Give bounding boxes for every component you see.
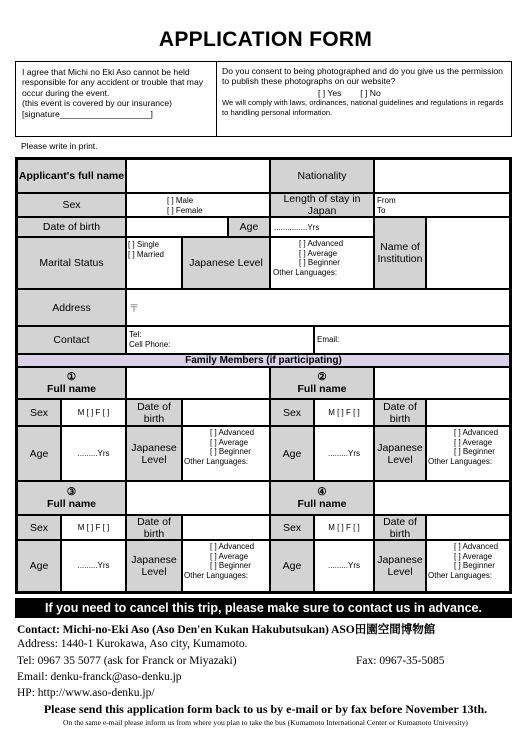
- member-1-yrs-text: .........Yrs: [77, 448, 110, 458]
- stay-from-label: From: [377, 196, 396, 205]
- member-1-japanese-text: Japanese Level: [131, 441, 177, 466]
- member-4-average-checkbox[interactable]: [ ] Average: [454, 551, 493, 561]
- single-checkbox[interactable]: [ ] Single: [128, 240, 160, 249]
- member-1-dob-text: Date of birth: [137, 400, 171, 425]
- address-label-text: Address: [52, 301, 91, 314]
- member-4-yrs-text: .........Yrs: [327, 561, 360, 571]
- member-1-dob-label: [126, 399, 182, 426]
- member-1-sex-label: [17, 399, 61, 426]
- member-2-age-text: Age: [282, 447, 302, 460]
- cancellation-banner-text: If you need to cancel this trip, please make sure to contact us in advance.: [45, 601, 482, 615]
- privacy-note: We will comply with laws, ordinances, national guidelines and regulations in regards to handling personal information.: [222, 98, 504, 117]
- address-label: [17, 289, 126, 326]
- contact-email[interactable]: Email: denku-franck@aso-denku.jp: [17, 671, 182, 683]
- member-4-name-text: Full name: [297, 498, 347, 510]
- address-input[interactable]: [126, 289, 510, 326]
- member-3-beginner-checkbox[interactable]: [ ] Beginner: [210, 561, 251, 571]
- member-1-age-input[interactable]: [61, 426, 126, 481]
- member-2-average-checkbox[interactable]: [ ] Average: [454, 437, 493, 447]
- sex-options: [126, 193, 270, 217]
- member-2-age-label: [270, 426, 314, 481]
- member-4-age-input[interactable]: [314, 540, 374, 592]
- member-3-name-label: [17, 481, 126, 515]
- contact-label-text: Contact: [53, 334, 90, 346]
- page-title: APPLICATION FORM: [158, 28, 373, 51]
- age-input[interactable]: [270, 217, 374, 237]
- print-instruction: Please write in print.: [21, 141, 98, 151]
- signature-field[interactable]: [signature___________________]: [22, 108, 153, 119]
- send-instruction: Please send this application form back to us by e-mail or by fax before November 13th.: [43, 702, 488, 716]
- member-4-dob-input[interactable]: [426, 515, 510, 540]
- other-languages-field[interactable]: Other Languages:: [273, 267, 338, 277]
- photo-consent-section: [222, 66, 507, 117]
- member-3-name-input[interactable]: [126, 481, 270, 515]
- insurance-note: (this event is covered by our insurance): [22, 98, 172, 109]
- member-3-japanese-label: [126, 540, 182, 592]
- family-members-header: [17, 354, 510, 367]
- member-3-advanced-checkbox[interactable]: [ ] Advanced: [210, 542, 255, 551]
- full-name-label: [17, 159, 126, 193]
- marital-status-label: [17, 237, 126, 289]
- member-2-sex-options[interactable]: [314, 399, 374, 426]
- member-4-other-languages[interactable]: Other Languages:: [428, 570, 493, 580]
- consent-box: [15, 61, 512, 137]
- member-2-number: ②: [317, 371, 327, 383]
- consent-divider: [216, 62, 217, 136]
- member-2-name-input[interactable]: [374, 367, 510, 399]
- email-label: Email:: [317, 335, 340, 344]
- member-2-name-label: [270, 367, 374, 399]
- member-2-sex-label: [270, 399, 314, 426]
- member-3-sex-label: [17, 515, 61, 540]
- member-2-advanced-checkbox[interactable]: [ ] Advanced: [454, 428, 499, 437]
- member-2-japanese-options: [426, 426, 510, 481]
- member-4-name-label: [270, 481, 374, 515]
- member-4-age-label: [270, 540, 314, 592]
- institution-label: [374, 217, 426, 289]
- member-4-name-input[interactable]: [374, 481, 510, 515]
- member-1-beginner-checkbox[interactable]: [ ] Beginner: [210, 447, 251, 457]
- contact-label: [17, 326, 126, 354]
- member-1-mf-text: M [ ] F [ ]: [77, 407, 110, 417]
- advanced-checkbox[interactable]: [ ] Advanced: [299, 239, 344, 248]
- member-1-number: ①: [66, 371, 77, 383]
- age-yrs-text: ...............Yrs: [274, 223, 320, 232]
- member-3-sex-text: Sex: [29, 521, 49, 534]
- member-1-japanese-options: [182, 426, 270, 481]
- member-1-age-text: Age: [29, 447, 49, 460]
- member-4-number: ④: [317, 486, 327, 498]
- member-3-dob-label: [126, 515, 182, 540]
- member-3-age-text: Age: [29, 560, 49, 572]
- sex-label: [17, 193, 126, 217]
- member-4-sex-options[interactable]: [314, 515, 374, 540]
- contact-fax: Fax: 0967-35-5085: [356, 655, 445, 667]
- photo-consent-question: Do you consent to being photographed and do you give us the permission to publish these photographs on our website?: [222, 66, 503, 87]
- full-name-label-text: Applicant's full name: [18, 170, 125, 182]
- family-members-header-text: Family Members (if participating): [185, 354, 342, 366]
- member-1-other-languages[interactable]: Other Languages:: [184, 456, 249, 466]
- member-4-mf-text: M [ ] F [ ]: [328, 522, 360, 532]
- member-3-mf-text: M [ ] F [ ]: [77, 522, 110, 532]
- member-1-advanced-checkbox[interactable]: [ ] Advanced: [210, 428, 255, 437]
- member-2-other-languages[interactable]: Other Languages:: [428, 456, 493, 466]
- tel-label: Tel:: [129, 330, 142, 339]
- member-3-yrs-text: .........Yrs: [77, 561, 110, 571]
- member-4-japanese-text: Japanese Level: [377, 554, 423, 578]
- length-of-stay-label-text: Length of stay in Japan: [283, 193, 361, 217]
- phone-input[interactable]: [126, 326, 314, 354]
- consent-yes-checkbox[interactable]: [ ] Yes: [318, 87, 342, 98]
- member-1-sex-options[interactable]: [61, 399, 126, 426]
- member-4-age-text: Age: [282, 560, 302, 572]
- member-1-age-label: [17, 426, 61, 481]
- member-2-dob-input[interactable]: [426, 399, 510, 426]
- contact-heading: Contact: Michi-no-Eki Aso (Aso Den'en Kukan Hakubutsukan) ASO田園空間博物館: [17, 624, 436, 636]
- member-2-dob-label: [374, 399, 426, 426]
- member-3-name-text: Full name: [46, 498, 96, 510]
- member-1-japanese-label: [126, 426, 182, 481]
- member-1-name-text: Full name: [46, 383, 96, 395]
- female-checkbox[interactable]: [ ] Female: [167, 205, 203, 215]
- member-4-beginner-checkbox[interactable]: [ ] Beginner: [454, 561, 495, 571]
- nationality-input[interactable]: [374, 159, 510, 193]
- nationality-label: [270, 159, 374, 193]
- member-4-dob-text: Date of birth: [383, 515, 417, 540]
- member-3-age-label: [17, 540, 61, 592]
- married-checkbox[interactable]: [ ] Married: [128, 249, 165, 259]
- age-label: [228, 217, 270, 237]
- japanese-level-label-text: Japanese Level: [189, 257, 263, 269]
- member-2-yrs-text: .........Yrs: [327, 448, 360, 458]
- length-of-stay-label: [270, 193, 374, 217]
- marital-status-label-text: Marital Status: [39, 257, 104, 269]
- sex-label-text: Sex: [62, 199, 81, 211]
- member-2-name-text: Full name: [297, 383, 347, 395]
- member-2-dob-text: Date of birth: [383, 400, 417, 425]
- member-3-japanese-options: [182, 540, 270, 592]
- dob-label-text: Date of birth: [42, 221, 101, 233]
- member-3-other-languages[interactable]: Other Languages:: [184, 570, 249, 580]
- consent-no-checkbox[interactable]: [ ] No: [360, 87, 381, 98]
- member-4-sex-label: [270, 515, 314, 540]
- contact-address: Address: 1440-1 Kurokawa, Aso city, Kumamoto.: [17, 638, 248, 650]
- member-3-number: ③: [66, 486, 77, 498]
- member-1-sex-text: Sex: [29, 406, 49, 419]
- nationality-label-text: Nationality: [297, 170, 347, 182]
- postal-mark: 〒: [129, 304, 139, 315]
- member-2-mf-text: M [ ] F [ ]: [328, 407, 360, 417]
- full-name-input[interactable]: [126, 159, 270, 193]
- member-1-dob-input[interactable]: [182, 399, 270, 426]
- member-1-name-input[interactable]: [126, 367, 270, 399]
- member-2-age-input[interactable]: [314, 426, 374, 481]
- member-4-japanese-options: [426, 540, 510, 592]
- email-input[interactable]: [314, 326, 510, 354]
- member-1-name-label: [17, 367, 126, 399]
- member-4-advanced-checkbox[interactable]: [ ] Advanced: [454, 542, 499, 551]
- institution-input[interactable]: [426, 217, 510, 289]
- beginner-checkbox[interactable]: [ ] Beginner: [299, 258, 340, 268]
- institution-label-text: Name of Institution: [377, 241, 423, 265]
- member-3-dob-text: Date of birth: [137, 515, 171, 540]
- member-4-sex-text: Sex: [282, 521, 302, 534]
- average-checkbox[interactable]: [ ] Average: [299, 248, 338, 258]
- member-1-average-checkbox[interactable]: [ ] Average: [210, 437, 249, 447]
- japanese-level-options: [270, 237, 374, 289]
- bus-note: On the same e-mail please inform us from where you plan to take the bus (Kumamoto International Center or Kumamoto University): [63, 718, 468, 727]
- member-2-japanese-label: [374, 426, 426, 481]
- member-3-sex-options[interactable]: [61, 515, 126, 540]
- member-3-average-checkbox[interactable]: [ ] Average: [210, 551, 249, 561]
- male-checkbox[interactable]: [ ] Male: [167, 196, 194, 205]
- cell-label: Cell Phone:: [129, 339, 171, 349]
- member-3-japanese-text: Japanese Level: [131, 554, 177, 578]
- cancellation-banner: [15, 598, 512, 618]
- japanese-level-label: [182, 237, 270, 289]
- application-form: [15, 157, 512, 594]
- dob-input[interactable]: [126, 217, 228, 237]
- stay-to-label: To: [377, 205, 386, 215]
- member-4-dob-label: [374, 515, 426, 540]
- length-of-stay-input[interactable]: [374, 193, 510, 217]
- member-2-beginner-checkbox[interactable]: [ ] Beginner: [454, 447, 495, 457]
- age-label-text: Age: [239, 221, 259, 233]
- member-3-age-input[interactable]: [61, 540, 126, 592]
- member-3-dob-input[interactable]: [182, 515, 270, 540]
- waiver-text: I agree that Michi no Eki Aso cannot be held responsible for any accident or trouble that may occur during the event.: [22, 67, 204, 98]
- contact-homepage[interactable]: HP: http://www.aso-denku.jp/: [17, 687, 155, 699]
- contact-tel: Tel: 0967 35 5077 (ask for Franck or Miyazaki): [17, 655, 237, 667]
- member-4-japanese-label: [374, 540, 426, 592]
- dob-label: [17, 217, 126, 237]
- marital-options: [126, 237, 182, 289]
- waiver-section: [22, 67, 212, 119]
- member-2-sex-text: Sex: [282, 406, 302, 419]
- member-2-japanese-text: Japanese Level: [377, 441, 423, 466]
